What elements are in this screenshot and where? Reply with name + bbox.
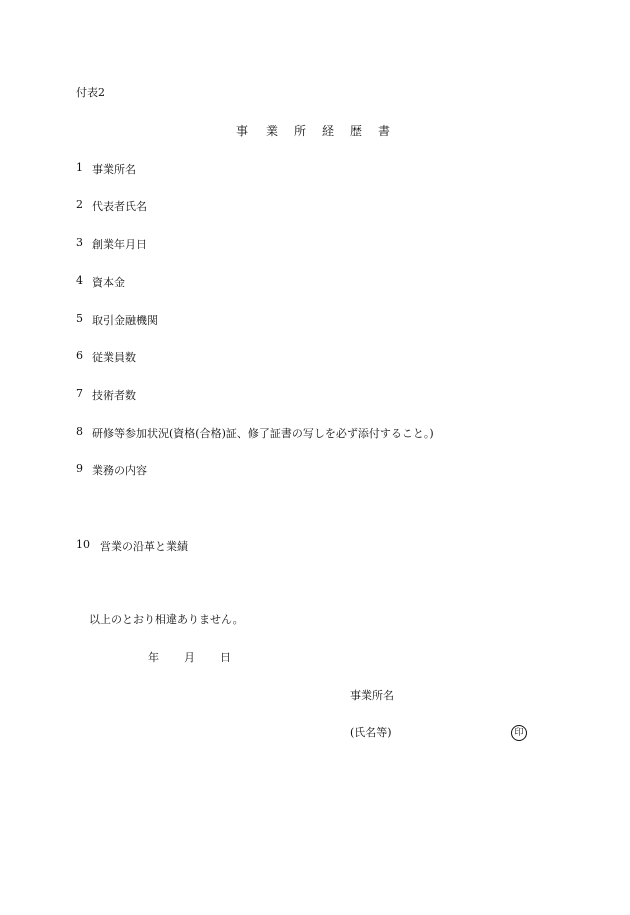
appendix-label: 付表2: [76, 86, 105, 99]
item-label: 取引金融機関: [92, 314, 158, 327]
item-number: 3: [76, 236, 83, 249]
item-number: 4: [76, 274, 83, 287]
item-capital: [76, 274, 556, 288]
item-label: 業務の内容: [92, 464, 147, 477]
item-representative-name: [76, 198, 556, 212]
item-business-content: [76, 462, 556, 476]
item-number: 9: [76, 462, 83, 475]
item-office-name: [76, 161, 556, 175]
seal-mark-icon: 印: [511, 725, 527, 741]
title-char: 事: [236, 124, 249, 138]
item-number: 7: [76, 387, 83, 400]
item-number: 10: [76, 538, 90, 551]
title-char: 業: [266, 124, 279, 138]
item-number: 6: [76, 349, 83, 362]
title-char: 歴: [350, 124, 363, 138]
title-char: 経: [322, 124, 335, 138]
item-bank: [76, 312, 556, 326]
item-label: 研修等参加状況(資格(合格)証、修了証書の写しを必ず添付すること。): [92, 427, 434, 440]
item-training-status: [76, 425, 556, 439]
item-number: 8: [76, 425, 83, 438]
date-year-label: 年: [148, 651, 159, 664]
item-engineer-count: [76, 387, 556, 401]
signature-office-label: 事業所名: [350, 689, 394, 702]
item-label: 従業員数: [92, 351, 136, 364]
date-month-label: 月: [184, 651, 195, 664]
declaration-text: 以上のとおり相違ありません。: [89, 613, 244, 626]
item-history-performance: [76, 538, 556, 552]
item-label: 営業の沿革と業績: [100, 540, 188, 553]
item-employee-count: [76, 349, 556, 363]
date-day-label: 日: [220, 651, 231, 664]
item-label: 事業所名: [92, 163, 136, 176]
item-label: 資本金: [92, 276, 125, 289]
title-char: 書: [378, 124, 391, 138]
item-number: 1: [76, 161, 83, 174]
item-label: 技術者数: [92, 389, 136, 402]
item-number: 2: [76, 198, 83, 211]
item-founding-date: [76, 236, 556, 250]
item-label: 代表者氏名: [92, 200, 147, 213]
document-title: [0, 124, 630, 138]
item-number: 5: [76, 312, 83, 325]
title-char: 所: [294, 124, 307, 138]
item-label: 創業年月日: [92, 238, 147, 251]
signature-name-label: (氏名等): [350, 726, 392, 739]
